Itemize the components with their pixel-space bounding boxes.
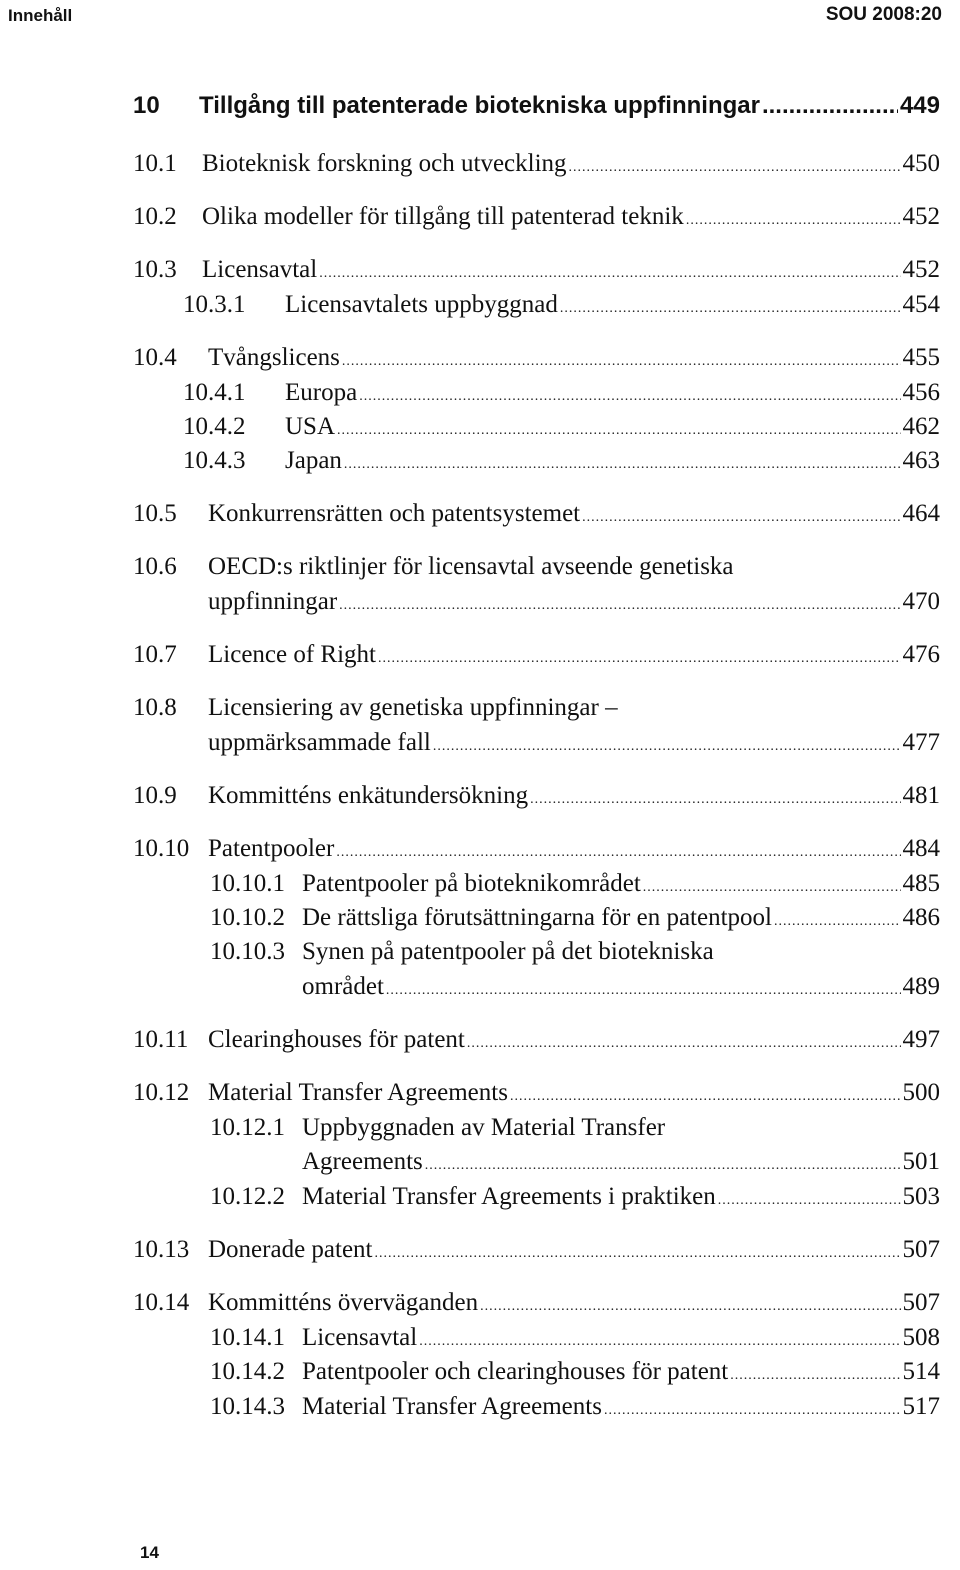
dot-leader	[686, 213, 901, 229]
toc-entry-page: 503	[902, 1183, 940, 1210]
toc-entry-title: Patentpooler på bioteknikområdet	[302, 870, 641, 897]
toc-entry-number: 10.14.1	[210, 1324, 285, 1351]
toc-chapter-heading	[133, 92, 940, 120]
toc-entry-title: Bioteknisk forskning och utveckling	[202, 150, 567, 177]
toc-entry-page: 501	[902, 1148, 940, 1175]
dot-leader	[386, 983, 901, 999]
toc-entry-title: Material Transfer Agreements	[208, 1079, 508, 1106]
toc-entry-title: Licence of Right	[208, 641, 376, 668]
dot-leader	[530, 792, 900, 808]
toc-entry-page: 514	[902, 1358, 940, 1385]
toc-entry-number: 10.8	[133, 694, 177, 721]
toc-entry-row	[202, 150, 940, 178]
toc-entry-page: 517	[902, 1393, 940, 1420]
toc-entry-number: 10.2	[133, 203, 177, 230]
dot-leader	[510, 1089, 901, 1105]
toc-entry-row	[208, 500, 940, 528]
toc-entry-title-line1: Synen på patentpooler på det biotekniska	[302, 938, 714, 965]
dot-leader	[560, 301, 901, 317]
toc-entry-row	[302, 1148, 940, 1176]
toc-entry-page: 477	[902, 729, 940, 756]
toc-entry-row	[302, 904, 940, 932]
toc-entry-number: 10.4.3	[183, 447, 246, 474]
chapter-number: 10	[133, 92, 160, 119]
chapter-page: 449	[899, 92, 940, 119]
toc-entry-page: 464	[902, 500, 940, 527]
dot-leader	[604, 1403, 901, 1419]
toc-entry-row	[208, 588, 940, 616]
dot-leader	[425, 1158, 901, 1174]
toc-entry-page: 476	[902, 641, 940, 668]
dot-leader	[762, 92, 898, 120]
toc-entry-row	[285, 291, 940, 319]
dot-leader	[480, 1299, 900, 1315]
toc-entry-number: 10.10	[133, 835, 190, 862]
toc-entry-row	[302, 1358, 940, 1386]
toc-entry-row	[208, 641, 940, 669]
dot-leader	[342, 354, 901, 370]
dot-leader	[582, 510, 900, 526]
toc-entry-number: 10.9	[133, 782, 177, 809]
toc-entry-number: 10.7	[133, 641, 177, 668]
toc-entry-title: Donerade patent	[208, 1236, 373, 1263]
toc-entry-page: 500	[902, 1079, 940, 1106]
toc-entry-title-line1: OECD:s riktlinjer för licensavtal avseende genetiska	[208, 553, 734, 580]
dot-leader	[718, 1193, 901, 1209]
dot-leader	[337, 423, 900, 439]
toc-entry-row	[202, 203, 940, 231]
toc-entry-page: 450	[902, 150, 940, 177]
toc-entry-title: Licensavtal	[202, 256, 318, 283]
toc-entry-page: 456	[902, 379, 940, 406]
toc-entry-row	[302, 870, 940, 898]
toc-entry-title: Licensavtal	[302, 1324, 418, 1351]
toc-entry-title: Patentpooler och clearinghouses för patent	[302, 1358, 729, 1385]
toc-entry-number: 10.14.2	[210, 1358, 285, 1385]
toc-entry-title: Olika modeller för tillgång till patenterad teknik	[202, 203, 684, 230]
toc-entry-number: 10.12.2	[210, 1183, 285, 1210]
toc-entry-number: 10.12.1	[210, 1114, 285, 1141]
toc-entry-title-line1: Uppbyggnaden av Material Transfer	[302, 1114, 666, 1141]
toc-entry-page: 462	[902, 413, 940, 440]
toc-entry-number: 10.5	[133, 500, 177, 527]
dot-leader	[419, 1334, 900, 1350]
toc-entry-title: uppfinningar	[208, 588, 338, 615]
running-header-section: Innehåll	[8, 6, 73, 25]
dot-leader	[467, 1036, 901, 1052]
toc-entry-row	[302, 1183, 940, 1211]
toc-entry-title: USA	[285, 413, 336, 440]
toc-entry-row	[285, 413, 940, 441]
dot-leader	[375, 1246, 901, 1262]
toc-entry-title: Licensavtalets uppbyggnad	[285, 291, 558, 318]
toc-entry-page: 486	[902, 904, 940, 931]
toc-entry-number: 10.1	[133, 150, 177, 177]
toc-entry-row	[208, 1289, 940, 1317]
toc-entry-row	[202, 256, 940, 284]
dot-leader	[569, 160, 901, 176]
chapter-title: Tillgång till patenterade biotekniska uppfinningar	[199, 92, 760, 119]
toc-entry-title: Japan	[285, 447, 342, 474]
toc-entry-row	[208, 1236, 940, 1264]
toc-entry-number: 10.4	[133, 344, 177, 371]
toc-entry-row	[208, 344, 940, 372]
running-header-report-id: SOU 2008:20	[825, 4, 942, 25]
toc-entry-row	[208, 1079, 940, 1107]
toc-entry-title: Tvångslicens	[208, 344, 340, 371]
toc-entry-page: 454	[902, 291, 940, 318]
toc-entry-page: 452	[902, 203, 940, 230]
toc-entry-title: Konkurrensrätten och patentsystemet	[208, 500, 581, 527]
toc-entry-number: 10.11	[133, 1026, 189, 1053]
toc-entry-row	[208, 835, 940, 863]
toc-entry-number: 10.6	[133, 553, 177, 580]
dot-leader	[433, 739, 901, 755]
toc-entry-page: 470	[902, 588, 940, 615]
toc-entry-row	[302, 1393, 940, 1421]
toc-entry-title: Material Transfer Agreements	[302, 1393, 602, 1420]
toc-entry-row	[285, 379, 940, 407]
toc-entry-row	[285, 447, 940, 475]
toc-entry-number: 10.14	[133, 1289, 190, 1316]
toc-entry-page: 497	[902, 1026, 940, 1053]
dot-leader	[319, 266, 900, 282]
dot-leader	[339, 598, 900, 614]
dot-leader	[359, 389, 900, 405]
toc-entry-number: 10.4.2	[183, 413, 246, 440]
toc-entry-number: 10.14.3	[210, 1393, 285, 1420]
toc-entry-title: Clearinghouses för patent	[208, 1026, 465, 1053]
toc-entry-number: 10.12	[133, 1079, 190, 1106]
toc-entry-number: 10.3.1	[183, 291, 246, 318]
toc-entry-title: Kommitténs enkätundersökning	[208, 782, 529, 809]
toc-entry-title: De rättsliga förutsättningarna för en patentpool	[302, 904, 772, 931]
toc-entry-page: 508	[902, 1324, 940, 1351]
toc-entry-title: uppmärksammade fall	[208, 729, 431, 756]
toc-entry-row	[208, 1026, 940, 1054]
toc-entry-page: 463	[902, 447, 940, 474]
toc-entry-title: Patentpooler	[208, 835, 335, 862]
toc-entry-page: 485	[902, 870, 940, 897]
toc-entry-number: 10.10.1	[210, 870, 285, 897]
toc-entry-row	[208, 729, 940, 757]
toc-entry-title: Agreements	[302, 1148, 423, 1175]
toc-entry-page: 489	[902, 973, 940, 1000]
dot-leader	[643, 880, 901, 896]
toc-entry-page: 507	[902, 1289, 940, 1316]
toc-entry-title: Kommitténs överväganden	[208, 1289, 479, 1316]
toc-entry-page: 507	[902, 1236, 940, 1263]
toc-entry-title: området	[302, 973, 384, 1000]
dot-leader	[336, 845, 900, 861]
toc-entry-row	[302, 1324, 940, 1352]
toc-entry-title-line1: Licensiering av genetiska uppfinningar –	[208, 694, 618, 721]
toc-entry-page: 481	[902, 782, 940, 809]
toc-entry-title: Material Transfer Agreements i praktiken	[302, 1183, 716, 1210]
toc-entry-page: 455	[902, 344, 940, 371]
toc-entry-row	[208, 782, 940, 810]
dot-leader	[378, 651, 901, 667]
toc-entry-row	[302, 973, 940, 1001]
dot-leader	[344, 457, 901, 473]
dot-leader	[774, 914, 901, 930]
toc-entry-title: Europa	[285, 379, 358, 406]
toc-entry-number: 10.10.2	[210, 904, 285, 931]
toc-entry-number: 10.13	[133, 1236, 190, 1263]
toc-entry-number: 10.10.3	[210, 938, 285, 965]
toc-entry-page: 484	[902, 835, 940, 862]
dot-leader	[730, 1368, 900, 1384]
toc-entry-number: 10.3	[133, 256, 177, 283]
toc-entry-number: 10.4.1	[183, 379, 246, 406]
page-number: 14	[140, 1543, 159, 1562]
toc-entry-page: 452	[902, 256, 940, 283]
